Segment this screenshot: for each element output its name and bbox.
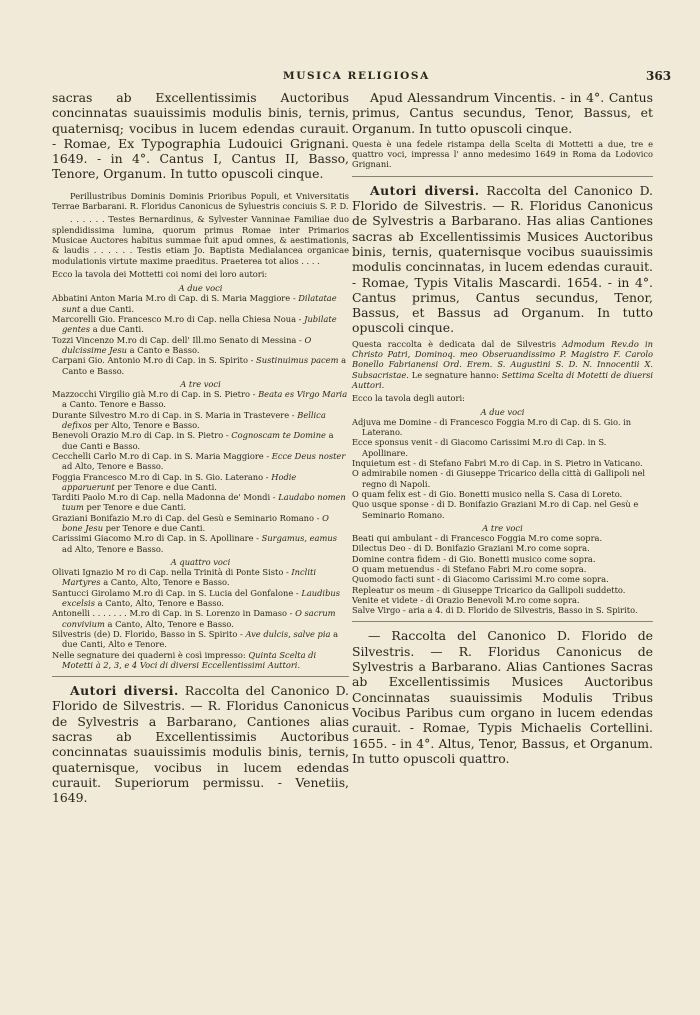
entry-heading: Autori diversi.: [70, 683, 179, 699]
list-item: Venite et videte - di Orazio Benevoli M.ro come sopra.: [352, 594, 580, 605]
list-item: Marcorelli Gio. Francesco M.ro di Cap. nella Chiesa Noua - Jubilate gentes a due Canti.: [52, 314, 337, 335]
list-item: Quomodo facti sunt - di Giacomo Carissimi M.ro come sopra.: [352, 574, 609, 585]
list-item: Benevoli Orazio M.ro di Cap. in S. Pietro - Cognoscam te Domine a due Canti e Basso.: [52, 430, 334, 451]
list-item: O admirabile nomen - di Giuseppe Tricarico della città di Gallipoli nel regno di Napoli.: [352, 468, 646, 489]
list-item: Adjuva me Domine - di Francesco Foggia M.ro di Cap. di S. Gio. in Laterano.: [352, 416, 632, 438]
list-item: Dilectus Deo - di D. Bonifazio Graziani M.ro come sopra.: [352, 543, 590, 554]
author-list-two-voices: [352, 417, 653, 520]
list-item: Olivati Ignazio M ro di Cap. nella Trinità di Ponte Sisto - Incliti Martyres a Canto, Alto, Tenore e Basso.: [52, 567, 316, 588]
list-item: Santucci Girolamo M.ro di Cap. in S. Lucia del Gonfalone - Laudibus excelsis a Canto, Alto, Tenore e Basso.: [52, 587, 340, 609]
section-heading-four-voices: A quattro voci: [170, 556, 231, 567]
list-item: Inquietum est - di Stefano Fabri M.ro di Cap. in S. Pietro in Vaticano.: [352, 458, 643, 469]
section-heading-two-voices: A due voci: [178, 283, 223, 294]
list-item: Ecce sponsus venit - di Giacomo Carissimi M.ro di Cap. in S. Apollinare.: [352, 437, 607, 458]
divider: [352, 621, 653, 622]
list-item: Silvestris (de) D. Florido, Basso in S. Spirito - Ave dulcis, salve pia a due Canti, Alto e Tenore.: [52, 628, 339, 650]
reprint-note: Questa è una fedele ristampa della Scelta di Mottetti a due, tre e quattro voci, impressa l' anno medesimo 1649 in Roma da Lodovico Grignani.: [352, 138, 653, 170]
divider: [52, 676, 349, 677]
list-item: O quam felix est - di Gio. Bonetti musico nella S. Casa di Loreto.: [352, 488, 623, 499]
motet-list-three-voices: [52, 389, 349, 554]
motet-list-two-voices: [52, 293, 349, 375]
table-intro: Ecco la tavola dei Mottetti coi nomi dei loro autori:: [52, 268, 268, 279]
motet-list-four-voices: [52, 567, 349, 649]
entry-continuation: Apud Alessandrum Vincentis. - in 4°. Cantus primus, Cantus secundus, Tenor, Bassus, et Organum. In tutto opuscoli cinque.: [352, 90, 653, 136]
dedication: Perillustribus Dominis Dominis Prioribus Populi, et Vniversitatis Terrae Barbarani. R. Floridus Canonicus de Syluestris conciuis S. P. D.: [52, 190, 349, 212]
section-heading-three-voices: A tre voci: [180, 378, 221, 389]
dedication-quote: . . . . . . Testes Bernardinus, & Sylvester Vanninae Familiae duo splendidissima lumina, quorum primus Romae inter Primarios Musicae Auctores habitus summae fuit apud omnes, & aestimationis, & laudis . . . . . . Testis etiam Jo. Baptista Medialancea organicae modulationis virtute maxime praeditus. Praeterea tot alios . . . .: [52, 214, 349, 266]
list-item: Domine contra fidem - di Gio. Bonetti musico come sopra.: [352, 553, 596, 564]
running-title: MUSICA RELIGIOSA: [283, 70, 430, 82]
entry-heading: Autori diversi.: [370, 182, 480, 198]
list-item: Graziani Bonifazio M.ro di Cap. del Gesù e Seminario Romano - O bone Jesu per Tenore e due Canti.: [52, 512, 329, 533]
list-item: Salve Virgo - aria a 4. di D. Florido de Silvestris, Basso in S. Spirito.: [352, 605, 638, 616]
list-item: Tarditi Paolo M.ro di Cap. nella Madonna de' Mondi - Laudabo nomen tuum per Tenore e due Canti.: [52, 492, 346, 513]
list-item: Repleatur os meum - di Giuseppe Tricarico da Gallipoli suddetto.: [352, 584, 626, 595]
list-item: Durante Silvestro M.ro di Cap. in S. Maria in Trastevere - Bellica defixos per Alto, Tenore e Basso.: [52, 409, 326, 431]
list-item: Cecchelli Carlo M.ro di Cap. in S. Maria Maggiore - Ecce Deus noster ad Alto, Tenore e Basso.: [52, 450, 346, 472]
section-heading-two-voices: A due voci: [480, 406, 525, 417]
table-intro: Ecco la tavola degli autori:: [352, 393, 465, 404]
list-item: Tozzi Vincenzo M.ro di Cap. dell' Ill.mo Senato di Messina - O dulcissime Jesu a Canto e Basso.: [52, 334, 312, 355]
section-heading-three-voices: A tre voci: [482, 522, 523, 533]
list-item: Quo usque sponse - di D. Bonifazio Graziani M.ro di Cap. nel Gesù e Seminario Romano.: [352, 499, 639, 520]
list-item: Abbatini Anton Maria M.ro di Cap. di S. Maria Maggiore - Dilatatae sunt a due Canti.: [52, 293, 337, 314]
list-item: Beati qui ambulant - di Francesco Foggia M.ro come sopra.: [352, 533, 603, 544]
right-column: [352, 90, 653, 766]
catalog-entry-1654: Autori diversi. Raccolta del Canonico D. Florido de Silvestris. — R. Floridus Canonicus de Sylvestris a Barbarano. Has alias Cantiones sacras ab Excellentissimis Musices Auctoribus binis, ternis, quaternisque vocibus suauissimis modulis concinnatas, in lucem edendas curauit. - Romae, Typis Vitalis Mascardi. 1654. - in 4°. Cantus primus, Cantus secundus, Tenor, Bassus, et Bassus ad Organum. In tutto opuscoli cinque.: [352, 182, 653, 336]
list-item: Carissimi Giacomo M.ro di Cap. in S. Apollinare - Surgamus, eamus ad Alto, Tenore e Basso.: [52, 533, 337, 554]
catalog-entry-1655: — Raccolta del Canonico D. Florido de Silvestris. — R. Floridus Canonicus de Sylvestris a Barbarano. Alias Cantiones Sacras ab Excellentissimis Musices Auctoribus Concinnatas suauissimis Modulis Tribus Vocibus Paribus cum organo in lucem edendas curauit. - Romae, Typis Michaelis Cortellini. 1655. - in 4°. Altus, Tenor, Bassus, et Organum. In tutto opuscoli quattro.: [352, 628, 653, 766]
page-number: 363: [646, 69, 672, 83]
list-item: Antonelli . . . . . . . M.ro di Cap. in S. Lorenzo in Damaso - O sacrum convivium a Canto, Alto, Tenore e Basso.: [52, 608, 336, 629]
list-item: Foggia Francesco M.ro di Cap. in S. Gio. Laterano - Hodie apparuerunt per Tenore e due Canti.: [52, 471, 297, 492]
list-item: Mazzocchi Virgilio già M.ro di Cap. in S. Pietro - Beata es Virgo Maria a Canto. Tenore e Basso.: [52, 389, 348, 410]
running-header: [0, 70, 700, 86]
left-column: [52, 90, 349, 806]
author-list-three-voices: [352, 533, 653, 615]
signature-note: Nelle segnature dei quaderni è così impresso: Quinta Scelta di Motetti à 2, 3, e 4 Voci di diversi Eccellentissimi Auttori.: [52, 649, 317, 670]
dedication-note: Questa raccolta è dedicata dal de Silvestris Admodum Rev.do in Christo Patri, Dominoq. meo Obseruandissimo P. Magistro F. Carolo Bonello Fabrianensi Ord. Erem. S. Augustini S. D. N. Innocentii X. Subsacristae. Le segnature hanno: Settima Scelta di Motetti de diuersi Auttori.: [352, 338, 654, 390]
entry-continuation: sacras ab Excellentissimis Auctoribus concinnatas suauissimis modulis binis, ternis, quaternisq; vocibus in lucem edendas curauit. - Romae, Ex Typographia Ludouici Grignani. 1649. - in 4°. Cantus I, Cantus II, Basso, Tenore, Organum. In tutto opuscoli cinque.: [52, 90, 349, 182]
list-item: O quam metuendus - di Stefano Fabri M.ro come sopra.: [352, 563, 587, 574]
list-item: Carpani Gio. Antonio M.ro di Cap. in S. Spirito - Sustinuimus pacem a Canto e Basso.: [52, 355, 347, 376]
catalog-entry-1649: Autori diversi. Raccolta del Canonico D. Florido de Silvestris. — R. Floridus Canonicus de Sylvestris a Barbarano, Cantiones alias sacras ab Excellentissimis Auctoribus concinnatas suauissimis modulis binis, ternis, quaternisque, vocibus in lucem edendas curauit. Superiorum permissu. - Venetiis, 1649.: [52, 683, 349, 806]
divider: [352, 176, 653, 177]
